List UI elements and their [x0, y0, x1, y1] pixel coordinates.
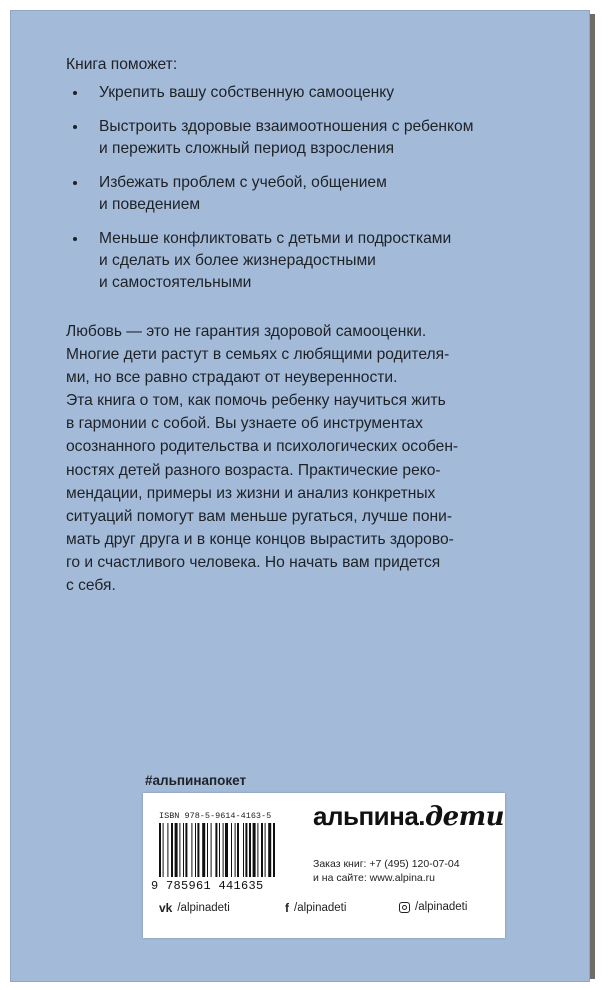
- barcode-bar: [215, 823, 217, 877]
- instagram-icon: [399, 902, 410, 913]
- barcode-bar: [273, 823, 275, 877]
- barcode-bar: [219, 823, 220, 877]
- publisher-logo: [313, 801, 504, 832]
- order-info: [313, 857, 460, 885]
- barcode-bar: [257, 823, 258, 877]
- barcode-digits: 9 785961 441635: [151, 879, 264, 893]
- barcode-bar: [225, 823, 228, 877]
- description-line: мать друг друга и в конце концов вырастить здорово-: [66, 530, 454, 548]
- social-facebook: [285, 901, 346, 915]
- description-line: ностях детей разного возраста. Практические реко-: [66, 461, 441, 479]
- barcode-sticker: [143, 793, 505, 938]
- benefit-line: и сделать их более жизнерадостными: [99, 252, 376, 269]
- barcode-bar: [163, 823, 164, 877]
- barcode-bar: [175, 823, 178, 877]
- barcode-bar: [191, 823, 192, 877]
- description-line: Эта книга о том, как помочь ребенку научиться жить: [66, 392, 446, 410]
- barcode-bar: [245, 823, 247, 877]
- barcode-bar: [265, 823, 266, 877]
- description-line: ситуаций помогут вам меньше ругаться, лучше пони-: [66, 507, 453, 525]
- benefit-item: [66, 228, 566, 294]
- description-paragraph: [66, 320, 566, 597]
- benefit-line: Выстроить здоровые взаимоотношения с ребенком: [99, 118, 474, 135]
- benefit-line: и пережить сложный период взросления: [99, 140, 395, 157]
- social-instagram: [399, 901, 467, 913]
- description-line: Многие дети растут в семьях с любящими родителя-: [66, 346, 450, 364]
- barcode-bar: [159, 823, 161, 877]
- barcode-bar: [195, 823, 196, 877]
- barcode-bar: [261, 823, 263, 877]
- benefit-item: [66, 172, 566, 216]
- benefit-line: и самостоятельными: [99, 274, 252, 291]
- barcode-bar: [167, 823, 168, 877]
- benefit-item: [66, 116, 566, 160]
- order-site: и на сайте: www.alpina.ru: [313, 872, 436, 884]
- barcode-bar: [207, 823, 208, 877]
- benefit-line: и поведением: [99, 196, 201, 213]
- benefit-item: [66, 82, 566, 104]
- barcode-bar: [202, 823, 205, 877]
- vk-icon: vk: [159, 901, 173, 915]
- description-line: го и счастливого человека. Но начать вам придется: [66, 553, 441, 571]
- hashtag: #альпинапокет: [145, 773, 247, 788]
- barcode-bar: [235, 823, 236, 877]
- benefits-list: [66, 82, 566, 294]
- description-line: ми, но все равно страдают от неуверенности.: [66, 369, 398, 387]
- barcode-bar: [185, 823, 187, 877]
- benefit-line: Укрепить вашу собственную самооценку: [99, 84, 395, 101]
- instagram-handle: /alpinadeti: [415, 901, 468, 913]
- bullet-dot: [73, 181, 77, 185]
- benefit-line: Избежать проблем с учебой, общением: [99, 174, 387, 191]
- barcode-bar: [253, 823, 256, 877]
- logo-script: дети: [425, 802, 505, 832]
- logo-main: альпина.: [313, 801, 426, 831]
- barcode-bar: [197, 823, 199, 877]
- description-line: мендации, примеры из жизни и анализ конкретных: [66, 484, 436, 502]
- order-phone: Заказ книг: +7 (495) 120-07-04: [313, 858, 460, 870]
- social-vk: [159, 901, 230, 915]
- facebook-icon: f: [285, 901, 289, 915]
- bullet-dot: [73, 91, 77, 95]
- facebook-handle: /alpinadeti: [294, 902, 347, 914]
- intro-heading: Книга поможет:: [66, 56, 178, 73]
- barcode-bar: [243, 823, 244, 877]
- description-line: Любовь — это не гарантия здоровой самооценки.: [66, 323, 427, 340]
- book-spine-edge: [590, 14, 595, 979]
- description-line: в гармонии с собой. Вы узнаете об инструментах: [66, 415, 423, 433]
- benefit-line: Меньше конфликтовать с детьми и подростками: [99, 230, 452, 247]
- barcode-bar: [211, 823, 212, 877]
- barcode: [159, 823, 307, 877]
- barcode-bar: [171, 823, 173, 877]
- barcode-bar: [179, 823, 180, 877]
- barcode-bar: [223, 823, 224, 877]
- barcode-bar: [268, 823, 271, 877]
- vk-handle: /alpinadeti: [177, 902, 230, 914]
- benefits-section: [66, 54, 566, 306]
- barcode-bar: [237, 823, 239, 877]
- bullet-dot: [73, 237, 77, 241]
- description-line: с себя.: [66, 577, 116, 595]
- bullet-dot: [73, 125, 77, 129]
- barcode-bar: [249, 823, 251, 877]
- description-line: осознанного родительства и психологических особен-: [66, 438, 459, 456]
- social-links: [143, 897, 505, 921]
- barcode-bar: [231, 823, 232, 877]
- isbn-text: ISBN 978-5-9614-4163-5: [159, 811, 272, 821]
- barcode-bar: [183, 823, 184, 877]
